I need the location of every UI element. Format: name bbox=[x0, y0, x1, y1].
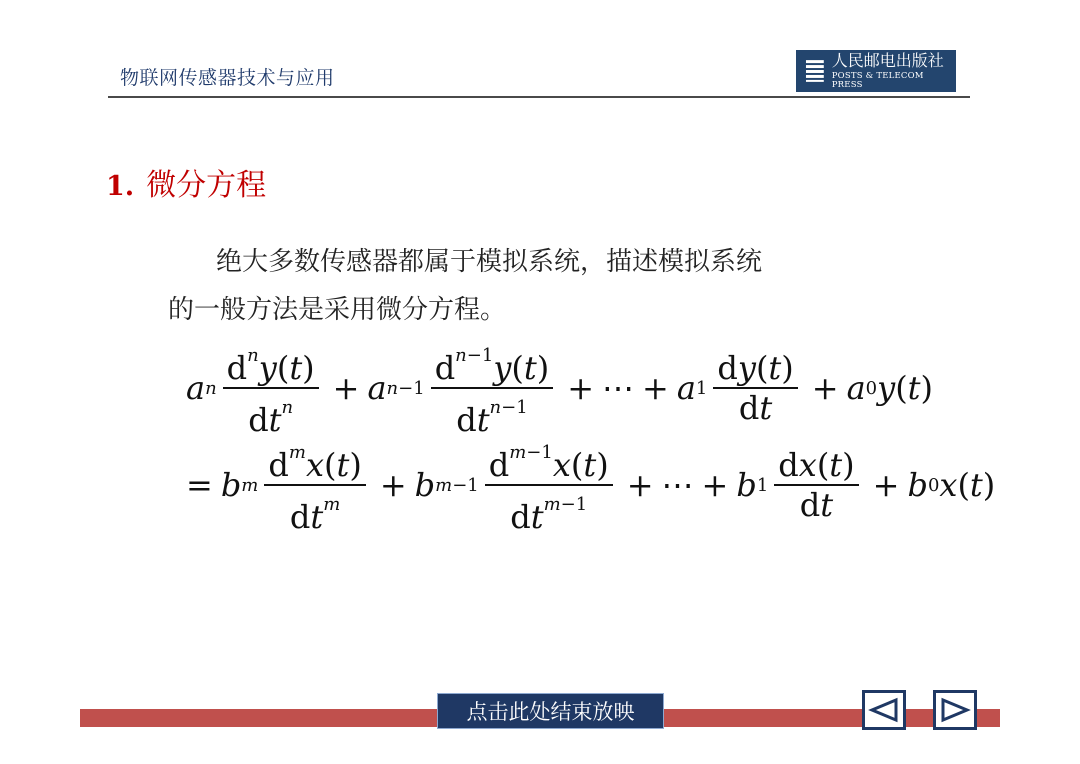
section-title bbox=[106, 160, 266, 204]
publisher-logo-icon bbox=[804, 58, 826, 84]
header-divider bbox=[108, 96, 970, 98]
triangle-right-icon bbox=[939, 697, 971, 723]
end-slideshow-button[interactable]: 点击此处结束放映 bbox=[437, 693, 664, 729]
publisher-name-cn: 人民邮电出版社 bbox=[831, 51, 944, 70]
publisher-logo bbox=[796, 50, 956, 92]
previous-slide-button[interactable] bbox=[862, 690, 906, 730]
section-title-text: 微分方程 bbox=[146, 168, 267, 203]
header-title: 物联网传感器技术与应用 bbox=[120, 67, 335, 89]
next-slide-button[interactable] bbox=[933, 690, 977, 730]
body-line-2: 的一般方法是采用微分方程。 bbox=[168, 295, 507, 325]
differential-equation-lhs: a n $\frac{d^ny(t)}{dt^n}$ + a n−1 $\frac{d^{n-1}y(t)}{dt^{n-1}}$ + ⋯ + a 1 $\frac{dy(t)}{dt}$ + a 0 y ( t ) bbox=[186, 345, 934, 439]
triangle-left-icon bbox=[868, 697, 900, 723]
publisher-name-en: POSTS & TELECOM PRESS bbox=[831, 71, 924, 90]
body-paragraph bbox=[168, 238, 868, 334]
section-number: 1. bbox=[106, 171, 135, 202]
differential-equation-rhs: = b m $\frac{d^mx(t)}{dt^m}$ + b m−1 $\frac{d^{m-1}x(t)}{dt^{m-1}}$ + ⋯ + b 1 $\frac{dx(t)}{dt}$ + b 0 x ( t ) bbox=[186, 442, 996, 536]
body-line-1: 绝大多数传感器都属于模拟系统，描述模拟系统 bbox=[216, 247, 763, 277]
